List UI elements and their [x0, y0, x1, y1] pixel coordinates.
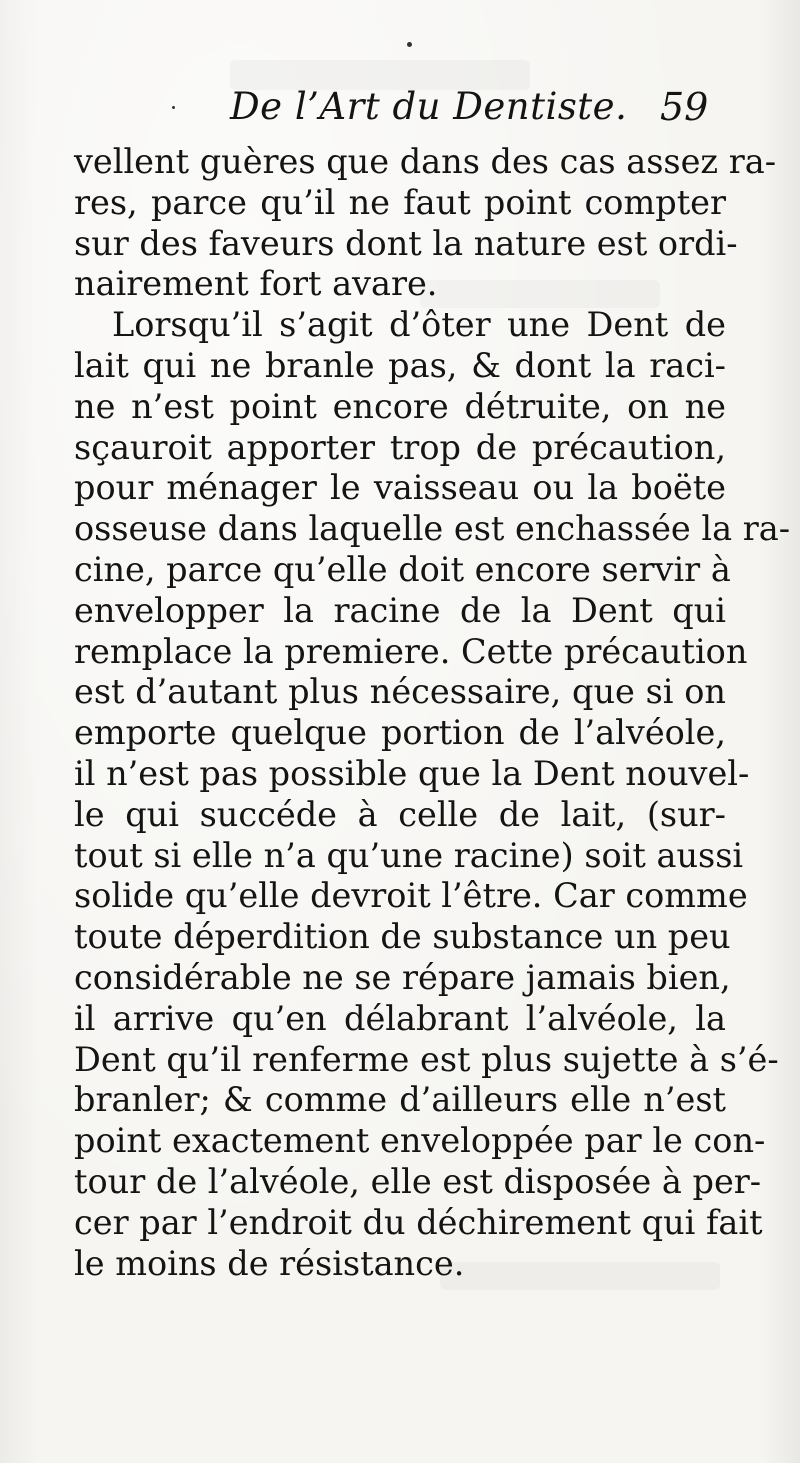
text-line: lait qui ne branle pas, & dont la raci- [74, 345, 726, 385]
text-line: il n’est pas possible que la Dent nouvel- [74, 753, 750, 793]
text-line: cer par l’endroit du déchirement qui fait [74, 1202, 763, 1242]
text-line: vellent guères que dans des cas assez ra- [74, 142, 777, 181]
text-line: emporte quelque portion de l’alvéole, [74, 713, 726, 753]
text-line: solide qu’elle devroit l’être. Car comme [74, 876, 748, 916]
text-line: nairement fort avare. [74, 264, 438, 304]
text-line: est d’autant plus nécessaire, que si on [74, 672, 726, 712]
running-title: De l’Art du Dentiste. [230, 85, 628, 128]
text-line: le moins de résistance. [74, 1243, 465, 1283]
text-line: Lorsqu’il s’agit d’ôter une Dent de [112, 305, 726, 345]
text-line: envelopper la racine de la Dent qui [74, 590, 726, 630]
text-line: considérable ne se répare jamais bien, [74, 957, 731, 997]
text-line: osseuse dans laquelle est enchassée la ra- [74, 509, 791, 549]
text-line: le qui succéde à celle de lait, (sur- [74, 794, 726, 834]
text-line: tour de l’alvéole, elle est disposée à per- [74, 1161, 762, 1201]
text-line: sçauroit apporter trop de précaution, [74, 427, 726, 467]
text-line: toute déperdition de substance un peu [74, 917, 731, 957]
text-line: branler; & comme d’ailleurs elle n’est [74, 1080, 726, 1120]
ink-speck [407, 42, 412, 47]
text-line: remplace la premiere. Cette précaution [74, 631, 748, 671]
text-line: pour ménager le vaisseau ou la boëte [74, 468, 726, 508]
running-header [0, 85, 800, 135]
text-line: sur des faveurs dont la nature est ordi- [74, 223, 738, 263]
text-line: cine, parce qu’elle doit encore servir à [74, 549, 731, 589]
body-text [74, 142, 791, 1284]
text-line: res, parce qu’il ne faut point compter [74, 182, 726, 222]
text-line: tout si elle n’a qu’une racine) soit aussi [74, 835, 744, 875]
text-line: ne n’est point encore détruite, on ne [74, 386, 726, 426]
text-line: Dent qu’il renferme est plus sujette à s’é- [74, 1039, 779, 1079]
text-line: il arrive qu’en délabrant l’alvéole, la [74, 998, 726, 1038]
text-line: point exactement enveloppée par le con- [74, 1121, 766, 1161]
page-number: 59 [660, 85, 709, 129]
